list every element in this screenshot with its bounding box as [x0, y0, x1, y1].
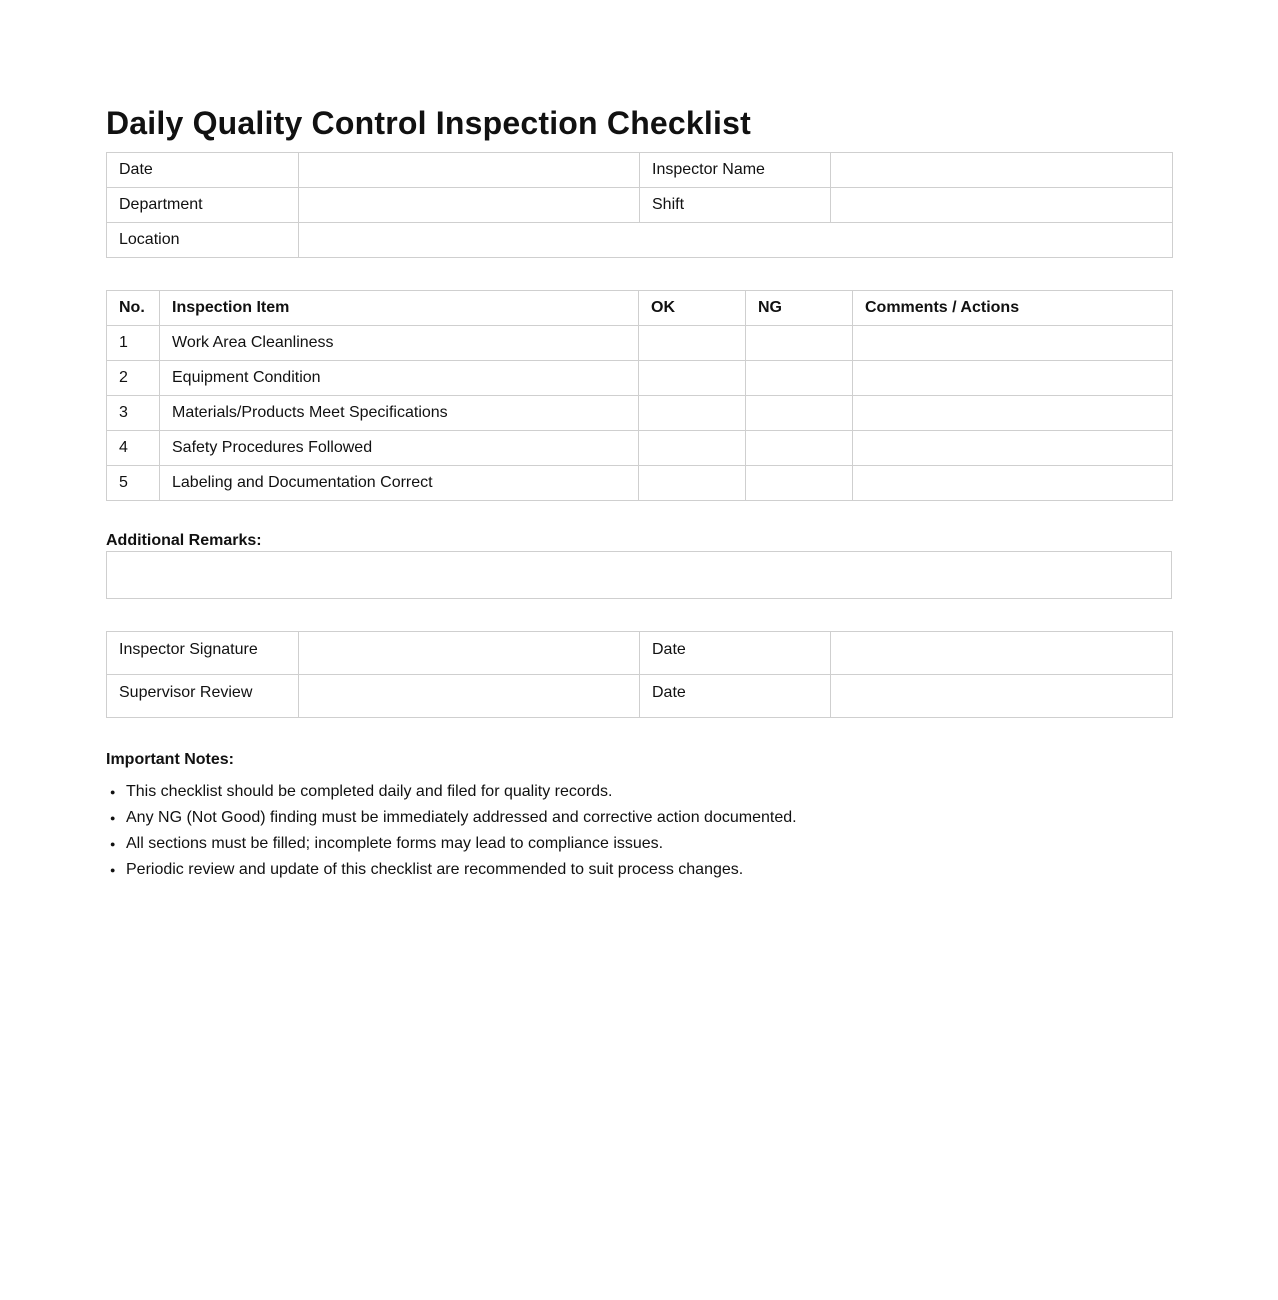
- shift-field[interactable]: [831, 188, 1173, 223]
- important-notes-list: [106, 779, 797, 883]
- comments-cell[interactable]: [853, 466, 1173, 501]
- ok-cell[interactable]: [639, 361, 746, 396]
- supervisor-date-label: Date: [640, 675, 831, 718]
- inspection-checklist-table: [106, 290, 1173, 501]
- ng-cell[interactable]: [746, 396, 853, 431]
- inspection-item: Labeling and Documentation Correct: [160, 466, 639, 501]
- supervisor-date-field[interactable]: [831, 675, 1173, 718]
- date-label: Date: [107, 153, 299, 188]
- page-title: Daily Quality Control Inspection Checklist: [106, 105, 751, 141]
- supervisor-review-field[interactable]: [299, 675, 640, 718]
- ng-cell[interactable]: [746, 431, 853, 466]
- comments-cell[interactable]: [853, 396, 1173, 431]
- info-table: [106, 152, 1173, 258]
- inspection-item: Safety Procedures Followed: [160, 431, 639, 466]
- table-row: [107, 326, 1173, 361]
- important-notes-label: Important Notes:: [106, 751, 234, 768]
- inspection-item: Materials/Products Meet Specifications: [160, 396, 639, 431]
- shift-label: Shift: [640, 188, 831, 223]
- date-field[interactable]: [299, 153, 640, 188]
- inspector-date-label: Date: [640, 632, 831, 675]
- list-item: [110, 857, 797, 883]
- row-number: 1: [107, 326, 160, 361]
- note-text: Periodic review and update of this checklist are recommended to suit process changes.: [126, 861, 744, 878]
- checklist-header-row: [107, 291, 1173, 326]
- note-text: Any NG (Not Good) finding must be immediately addressed and corrective action documented.: [126, 809, 797, 826]
- inspector-name-field[interactable]: [831, 153, 1173, 188]
- row-number: 2: [107, 361, 160, 396]
- table-row: [107, 466, 1173, 501]
- inspector-signature-label: Inspector Signature: [107, 632, 299, 675]
- bullet-icon: ●: [110, 813, 116, 823]
- additional-remarks-label: Additional Remarks:: [106, 532, 262, 549]
- ng-cell[interactable]: [746, 466, 853, 501]
- info-row-location: [107, 223, 1173, 258]
- table-row: [107, 431, 1173, 466]
- ok-cell[interactable]: [639, 396, 746, 431]
- bullet-icon: ●: [110, 839, 116, 849]
- ok-cell[interactable]: [639, 431, 746, 466]
- header-comments: Comments / Actions: [853, 291, 1173, 326]
- signature-table: [106, 631, 1173, 718]
- header-ok: OK: [639, 291, 746, 326]
- table-row: [107, 361, 1173, 396]
- inspector-date-field[interactable]: [831, 632, 1173, 675]
- row-number: 4: [107, 431, 160, 466]
- ok-cell[interactable]: [639, 466, 746, 501]
- note-text: All sections must be filled; incomplete forms may lead to compliance issues.: [126, 835, 664, 852]
- comments-cell[interactable]: [853, 431, 1173, 466]
- info-row-date: [107, 153, 1173, 188]
- inspection-item: Work Area Cleanliness: [160, 326, 639, 361]
- location-label: Location: [107, 223, 299, 258]
- header-inspection-item: Inspection Item: [160, 291, 639, 326]
- supervisor-review-label: Supervisor Review: [107, 675, 299, 718]
- info-row-department: [107, 188, 1173, 223]
- bullet-icon: ●: [110, 865, 116, 875]
- list-item: [110, 805, 797, 831]
- ng-cell[interactable]: [746, 361, 853, 396]
- signature-row-supervisor: [107, 675, 1173, 718]
- inspection-item: Equipment Condition: [160, 361, 639, 396]
- department-field[interactable]: [299, 188, 640, 223]
- row-number: 3: [107, 396, 160, 431]
- department-label: Department: [107, 188, 299, 223]
- signature-row-inspector: [107, 632, 1173, 675]
- comments-cell[interactable]: [853, 361, 1173, 396]
- ng-cell[interactable]: [746, 326, 853, 361]
- row-number: 5: [107, 466, 160, 501]
- note-text: This checklist should be completed daily and filed for quality records.: [126, 783, 613, 800]
- list-item: [110, 831, 797, 857]
- table-row: [107, 396, 1173, 431]
- additional-remarks-field[interactable]: [106, 551, 1172, 599]
- list-item: [110, 779, 797, 805]
- ok-cell[interactable]: [639, 326, 746, 361]
- header-ng: NG: [746, 291, 853, 326]
- bullet-icon: ●: [110, 787, 116, 797]
- comments-cell[interactable]: [853, 326, 1173, 361]
- location-field[interactable]: [299, 223, 1173, 258]
- inspector-name-label: Inspector Name: [640, 153, 831, 188]
- header-no: No.: [107, 291, 160, 326]
- inspector-signature-field[interactable]: [299, 632, 640, 675]
